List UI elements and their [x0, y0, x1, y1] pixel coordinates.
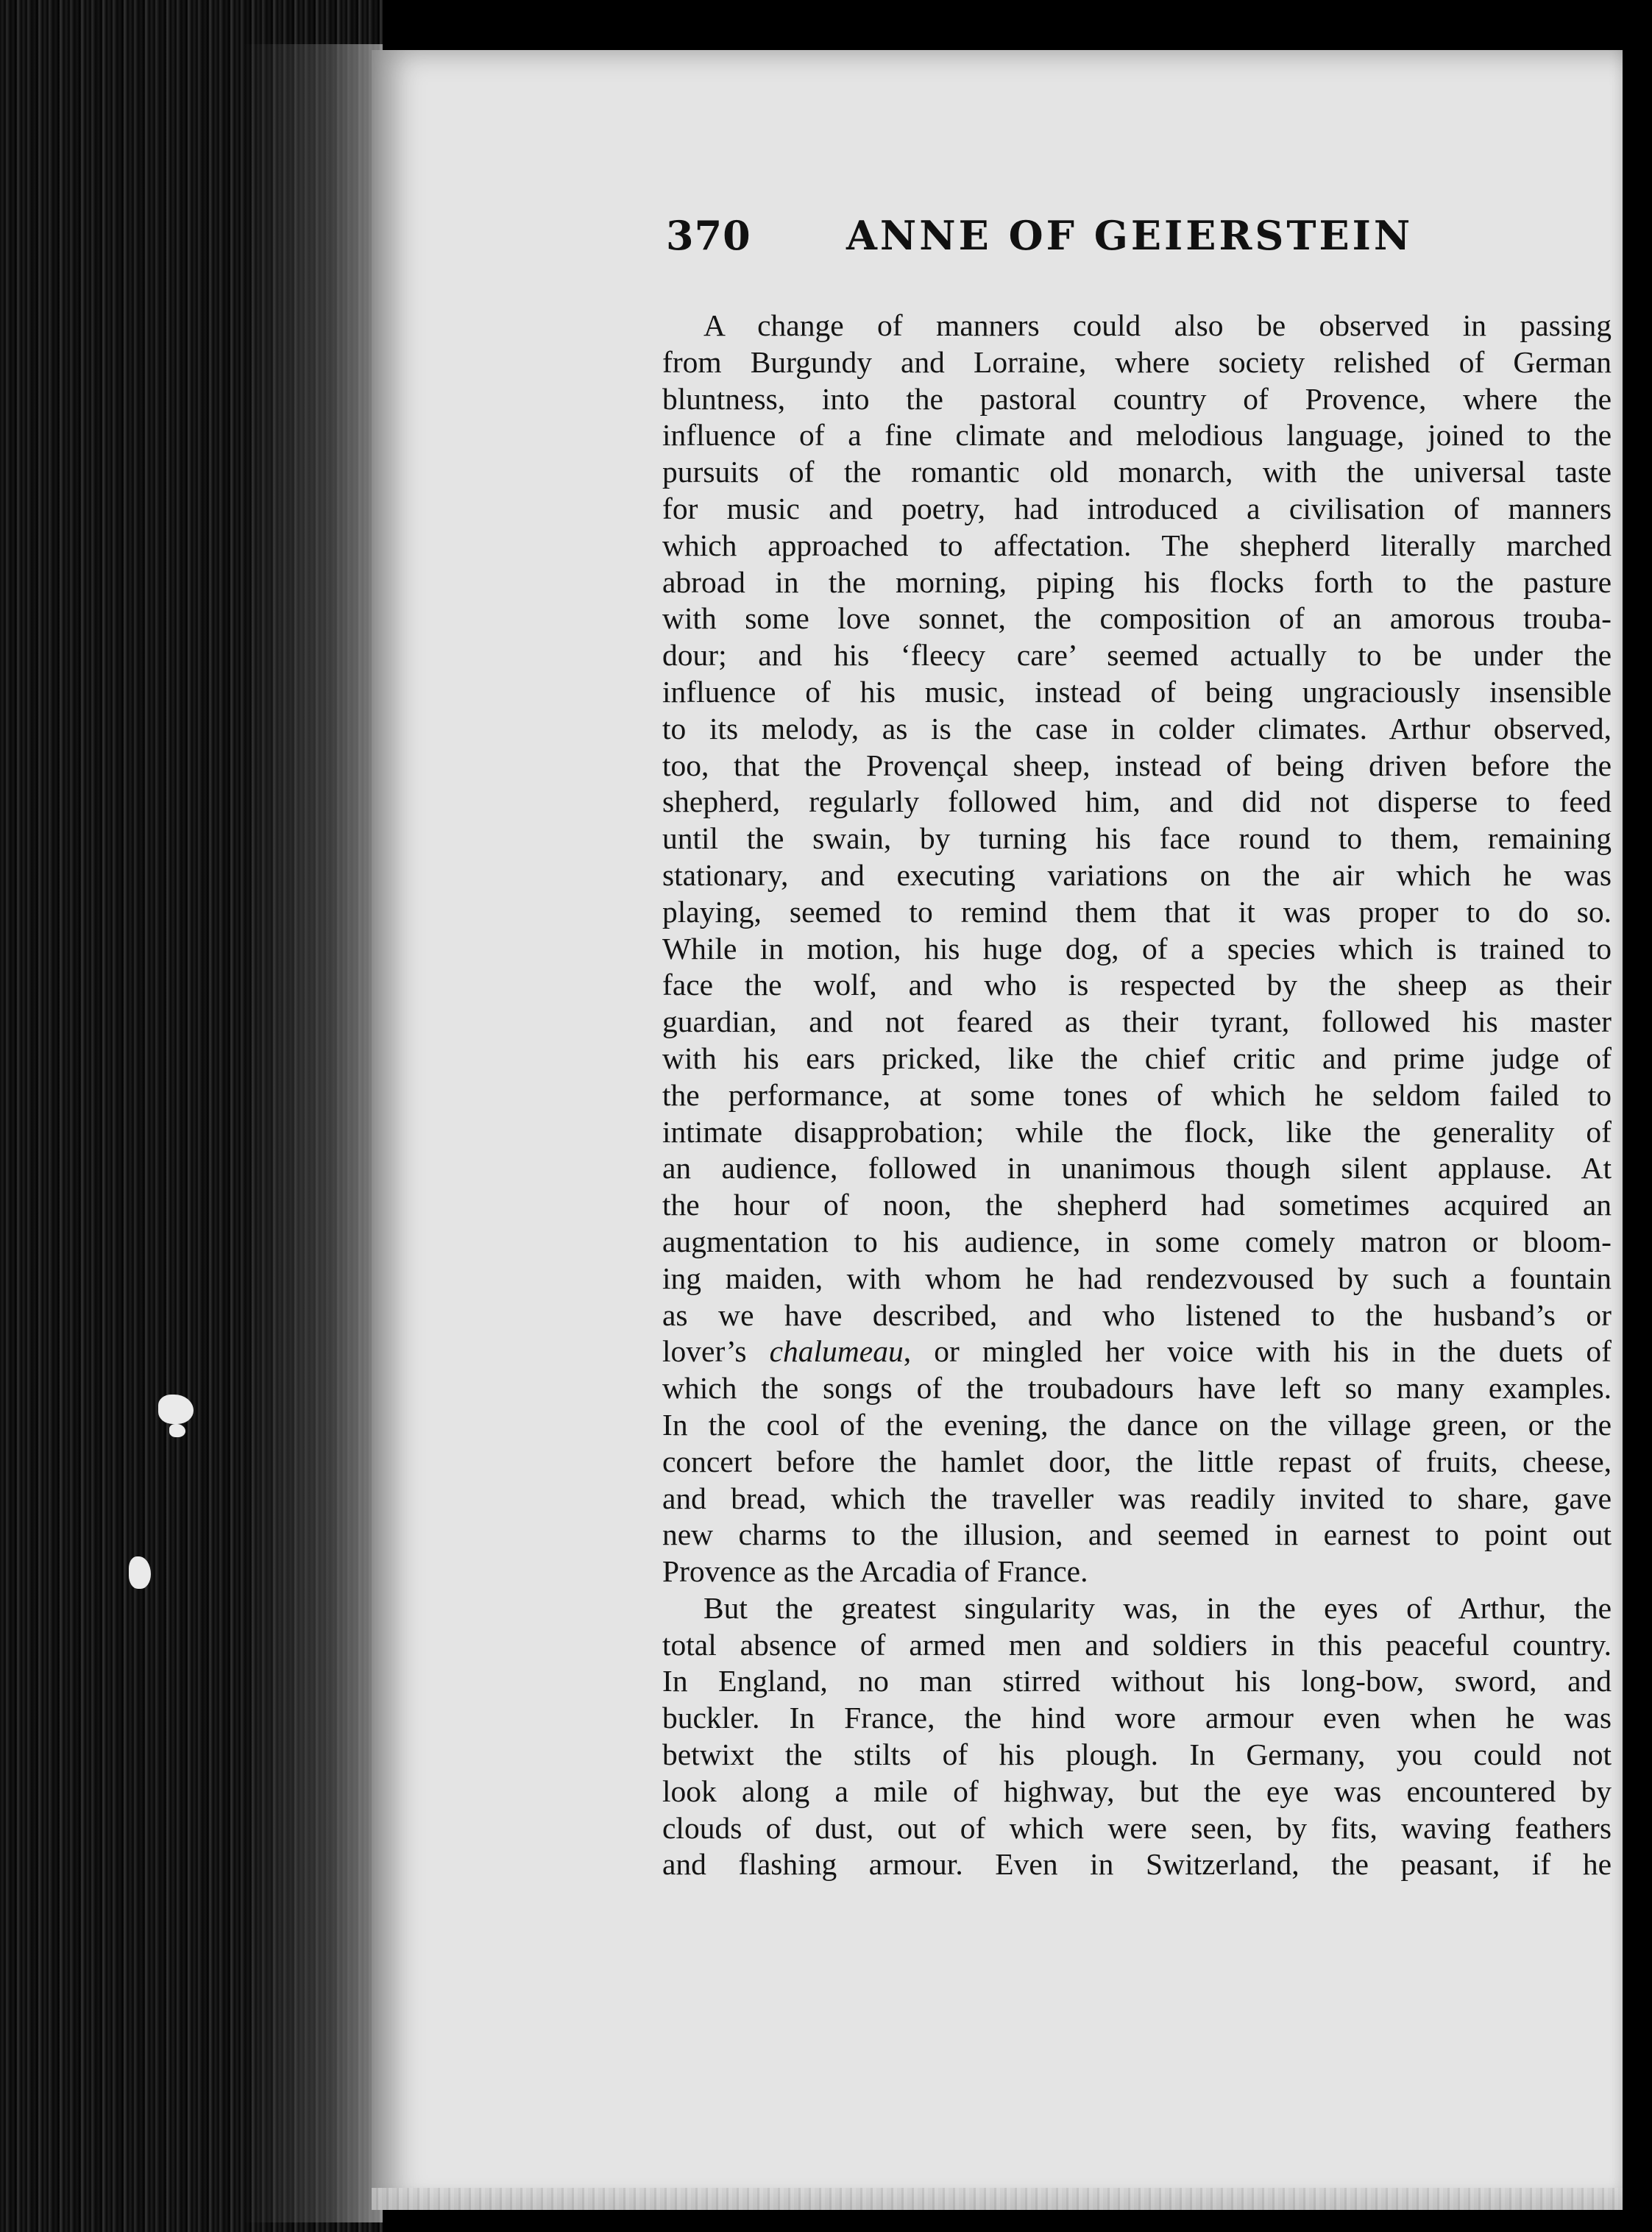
text-line: In the cool of the evening, the dance on the village green, or the — [662, 1407, 1612, 1442]
text-line: face the wolf, and who is respected by the sheep as their — [662, 968, 1612, 1002]
text-line: lover’s chalumeau, or mingled her voice with his in the duets of — [662, 1334, 1612, 1369]
page-gutter-shadow — [243, 44, 383, 2222]
text-line: until the swain, by turning his face round to them, remaining — [662, 821, 1612, 856]
text-line: stationary, and executing variations on the air which he was — [662, 857, 1612, 892]
scan-artifact-speck — [169, 1424, 185, 1437]
page-number: 370 — [666, 212, 751, 259]
text-line: and bread, which the traveller was readily invited to share, gave — [662, 1481, 1612, 1515]
text-line: bluntness, into the pastoral country of Provence, where the — [662, 381, 1612, 416]
text-line: A change of manners could also be observed in passing — [703, 308, 1612, 342]
text-line: buckler. In France, the hind wore armour even when he was — [662, 1701, 1612, 1735]
text-line: an audience, followed in unanimous though silent applause. At — [662, 1151, 1612, 1186]
text-line: Provence as the Arcadia of France. — [662, 1554, 1088, 1589]
text-line: betwixt the stilts of his plough. In Germany, you could not — [662, 1737, 1612, 1772]
text-line: the hour of noon, the shepherd had sometimes acquired an — [662, 1188, 1612, 1222]
text-line: influence of his music, instead of being ungraciously insensible — [662, 674, 1612, 709]
text-line: shepherd, regularly followed him, and did not disperse to feed — [662, 784, 1612, 819]
scan-artifact-speck — [158, 1395, 194, 1424]
text-line: clouds of dust, out of which were seen, by fits, waving feathers — [662, 1810, 1612, 1845]
page-stack-edge — [372, 2188, 1623, 2210]
text-line: with some love sonnet, the composition of an amorous trouba- — [662, 601, 1612, 636]
text-line: the performance, at some tones of which he seldom failed to — [662, 1077, 1612, 1112]
text-line: for music and poetry, had introduced a civilisation of manners — [662, 491, 1612, 525]
text-line: augmentation to his audience, in some comely matron or bloom- — [662, 1224, 1612, 1258]
italic-word: chalumeau — [769, 1334, 904, 1369]
text-line: as we have described, and who listened to the husband’s or — [662, 1297, 1612, 1332]
text-line: In England, no man stirred without his long-bow, sword, and — [662, 1664, 1612, 1698]
text-line: which the songs of the troubadours have left so many examples. — [662, 1371, 1612, 1406]
text-line: playing, seemed to remind them that it was proper to do so. — [662, 894, 1612, 929]
running-title: ANNE OF GEIERSTEIN — [846, 212, 1414, 259]
text-line: pursuits of the romantic old monarch, with the universal taste — [662, 455, 1612, 489]
text-line: with his ears pricked, like the chief critic and prime judge of — [662, 1041, 1612, 1075]
paragraph — [662, 308, 1612, 1590]
text-line: abroad in the morning, piping his flocks forth to the pasture — [662, 564, 1612, 599]
text-line: and flashing armour. Even in Switzerland, the peasant, if he — [662, 1847, 1612, 1882]
text-line: total absence of armed men and soldiers in this peaceful country. — [662, 1627, 1612, 1662]
text-line: from Burgundy and Lorraine, where society relished of German — [662, 344, 1612, 379]
paragraph — [662, 1590, 1612, 1883]
text-line: new charms to the illusion, and seemed in earnest to point out — [662, 1517, 1612, 1552]
body-text — [662, 308, 1612, 1883]
book-page — [372, 50, 1623, 2210]
text-line: look along a mile of highway, but the eye was encountered by — [662, 1774, 1612, 1808]
scan-artifact-speck — [129, 1556, 151, 1589]
text-line: intimate disapprobation; while the flock, like the generality of — [662, 1114, 1612, 1149]
text-line: too, that the Provençal sheep, instead of being driven before the — [662, 748, 1612, 782]
text-line: to its melody, as is the case in colder climates. Arthur observed, — [662, 711, 1612, 745]
text-line: which approached to affectation. The shepherd literally marched — [662, 528, 1612, 562]
text-line: dour; and his ‘fleecy care’ seemed actually to be under the — [662, 638, 1612, 673]
text-line: concert before the hamlet door, the little repast of fruits, cheese, — [662, 1444, 1612, 1478]
text-line: But the greatest singularity was, in the eyes of Arthur, the — [703, 1590, 1612, 1625]
text-line: While in motion, his huge dog, of a species which is trained to — [662, 931, 1612, 966]
page-header — [666, 212, 1615, 278]
text-line: guardian, and not feared as their tyrant, followed his master — [662, 1005, 1612, 1039]
text-line: influence of a fine climate and melodious language, joined to the — [662, 418, 1612, 453]
text-line: ing maiden, with whom he had rendezvoused by such a fountain — [662, 1261, 1612, 1295]
